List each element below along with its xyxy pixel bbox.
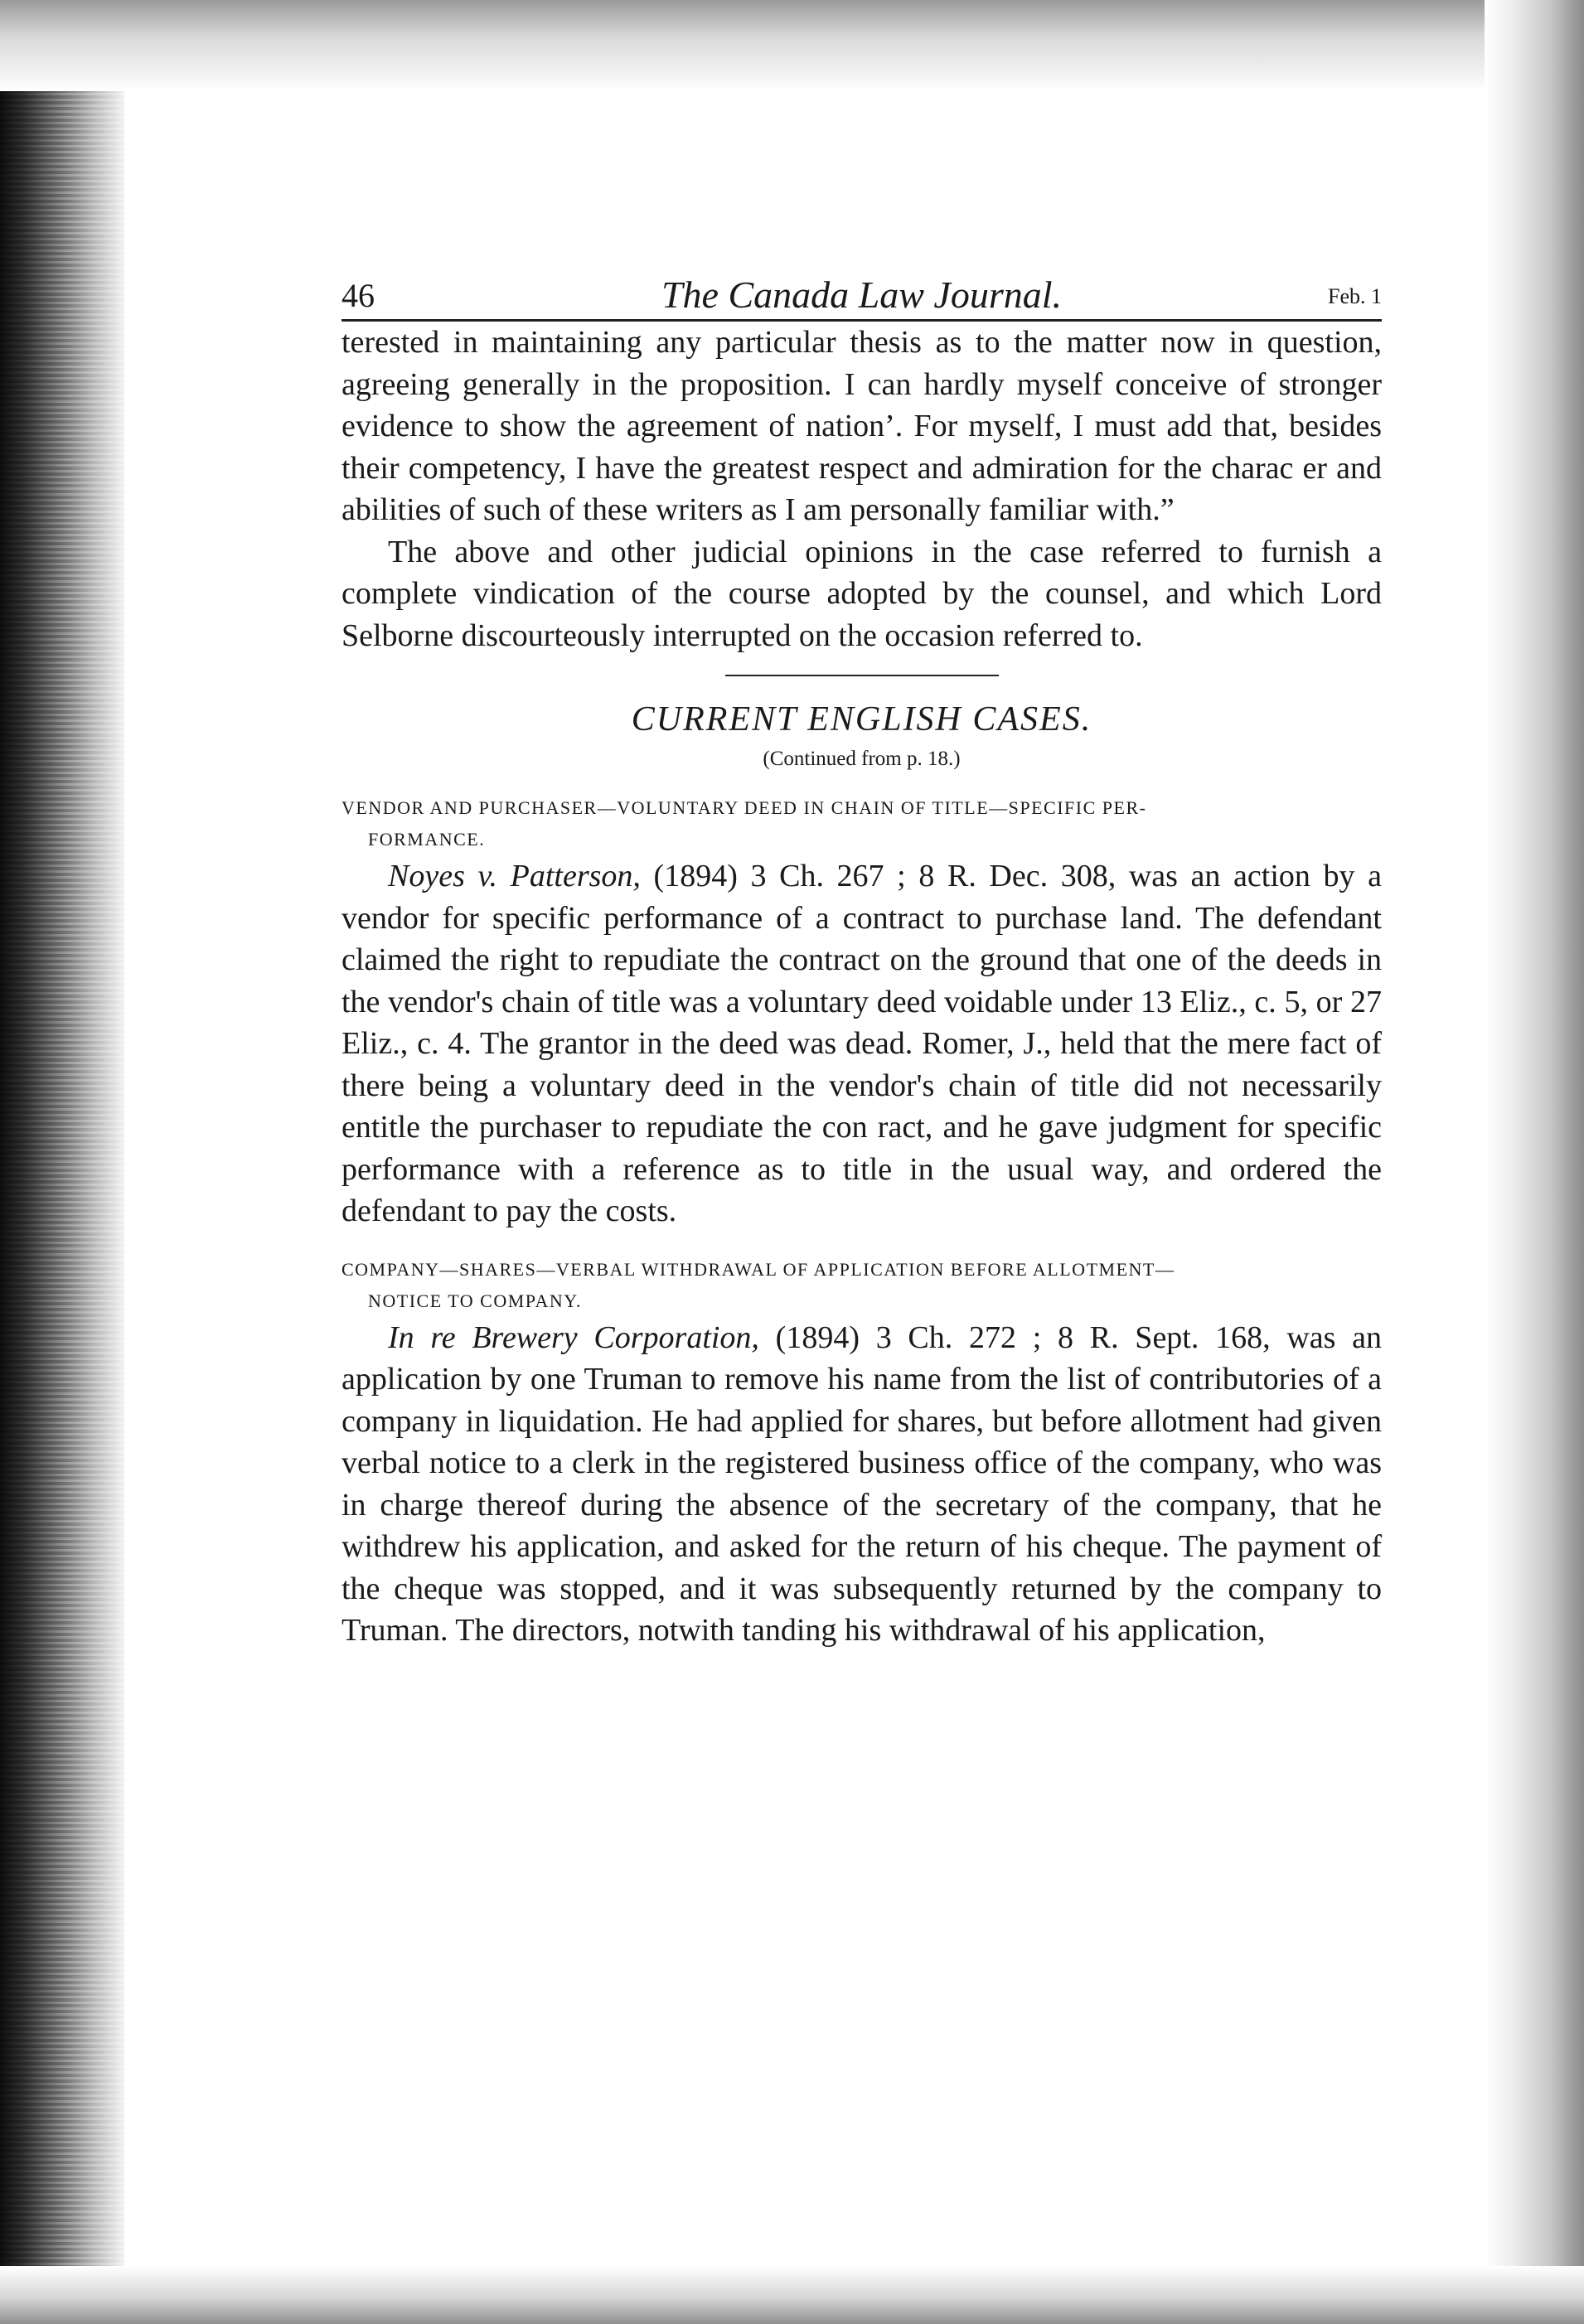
- case-heading-line: VENDOR AND PURCHASER—VOLUNTARY DEED IN CHAIN OF TITLE—SPECIFIC PER-: [342, 797, 1147, 818]
- section-title: CURRENT ENGLISH CASES.: [631, 700, 1092, 738]
- case-name: Noyes v. Patterson,: [388, 859, 641, 893]
- case-text: (1894) 3 Ch. 272 ; 8 R. Sept. 168, was an application by one Truman to remove his name from the list of contributories of a company in liquidation. He had applied for shares, but before allotment had given verbal notice to a clerk in the registered business office of the company, who was in charge thereof during the absence of the secretary of the company, that he withdrew his application, and asked for the return of his cheque. The payment of the cheque was stopped, and it was subsequently returned by the company to Truman. The directors, notwith tanding his withdrawal of his application,: [342, 1319, 1383, 1648]
- journal-page: [342, 269, 1382, 1652]
- case-heading-company-shares: [342, 1254, 1382, 1317]
- case-heading-vendor-purchaser: [342, 792, 1382, 855]
- scan-shadow-bottom: [0, 2266, 1584, 2324]
- running-head: [342, 269, 1382, 322]
- journal-title: The Canada Law Journal.: [661, 274, 1063, 316]
- case-heading-line: COMPANY—SHARES—VERBAL WITHDRAWAL OF APPLICATION BEFORE ALLOTMENT—: [342, 1258, 1175, 1280]
- continued-note: (Continued from p. 18.): [763, 748, 961, 770]
- paragraph-conclusion: The above and other judicial opinions in the case referred to furnish a complete vindication of the course adopted by the counsel, and which Lord Selborne discourteously interrupted on the occasion referred to.: [342, 534, 1382, 653]
- paragraph-quote-end: terested in maintaining any particular thesis as to the matter now in question, agreeing generally in the proposition. I can hardly myself conceive of stronger evidence to show the agreement of nation’. For myself, I must add that, besides their competency, I have the greatest respect and admiration for the charac er and abilities of such of these writers as I am personally familiar with.”: [342, 325, 1382, 527]
- case-brewery-corporation: [342, 1317, 1382, 1652]
- case-heading-line: FORMANCE.: [368, 829, 486, 850]
- issue-date: Feb. 1: [1328, 284, 1382, 308]
- scan-shadow-top: [0, 0, 1584, 91]
- page-number: 46: [342, 277, 375, 314]
- case-heading-line: NOTICE TO COMPANY.: [368, 1290, 582, 1311]
- scan-shadow-right: [1485, 0, 1584, 2324]
- case-text: (1894) 3 Ch. 267 ; 8 R. Dec. 308, was an action by a vendor for specific performance of a contract to purchase land. The defendant claimed the right to repudiate the contract on the ground that one of the deeds in the vendor's chain of title was a voluntary deed voidable under 13 Eliz., c. 5, or 27 Eliz., c. 4. The grantor in the deed was dead. Romer, J., held that the mere fact of there being a voluntary deed in the vendor's chain of title did not necessarily entitle the purchaser to repudiate the con ract, and he gave judgment for specific performance with a reference as to title in the usual way, and ordered the defendant to pay the costs.: [342, 859, 1382, 1228]
- section-divider: [725, 675, 999, 676]
- scan-shadow-left: [0, 0, 124, 2324]
- case-noyes-v-patterson: [342, 855, 1382, 1232]
- case-name: In re Brewery Corporation,: [388, 1319, 759, 1355]
